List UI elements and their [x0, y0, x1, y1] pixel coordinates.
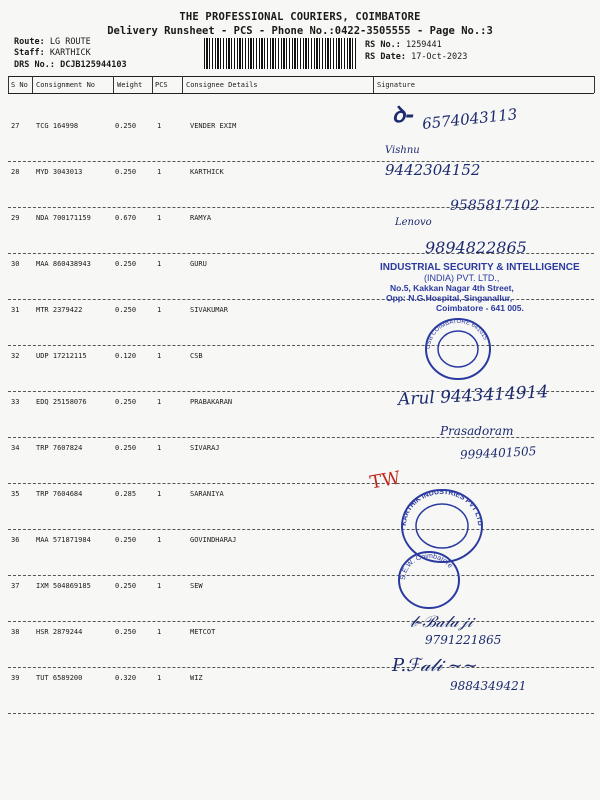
row-pieces: 1 — [157, 490, 162, 498]
red-mark: TW — [368, 467, 403, 494]
row-pieces: 1 — [157, 352, 162, 360]
row-separator — [8, 529, 594, 530]
col-divider — [152, 76, 153, 93]
col-header-consignment: Consignment No — [36, 81, 96, 89]
row-pieces: 1 — [157, 306, 162, 314]
row-consignee: SARANIYA — [190, 490, 224, 498]
svg-text:S.E.W. Coimbatore: S.E.W. Coimbatore — [399, 552, 454, 581]
row-serial-number: 36 — [11, 536, 20, 544]
row-weight: 0.120 — [115, 352, 137, 360]
row-pieces: 1 — [157, 444, 162, 452]
col-divider — [182, 76, 183, 93]
row-consignee: CSB — [190, 352, 203, 360]
row-separator — [8, 161, 594, 162]
row-consignment-number: TUT 6589200 — [36, 674, 83, 682]
row-consignee: PRABAKARAN — [190, 398, 233, 406]
row-pieces: 1 — [157, 398, 162, 406]
row-consignment-number: MAA 860438943 — [36, 260, 91, 268]
phone-handwriting: 9442304152 — [385, 161, 481, 179]
row-weight: 0.250 — [115, 260, 137, 268]
row-separator — [8, 713, 594, 714]
row-serial-number: 32 — [11, 352, 20, 360]
row-consignment-number: TRP 7604684 — [36, 490, 83, 498]
col-divider — [594, 76, 595, 93]
row-serial-number: 39 — [11, 674, 20, 682]
row-weight: 0.250 — [115, 168, 137, 176]
col-divider — [32, 76, 33, 93]
company-title: THE PROFESSIONAL COURIERS, COIMBATORE — [179, 11, 421, 23]
phone-handwriting: 9585817102 — [450, 198, 540, 214]
row-pieces: 1 — [157, 214, 162, 222]
row-consignee: METCOT — [190, 628, 216, 636]
name-handwriting: Lenovo — [395, 217, 432, 228]
row-pieces: 1 — [157, 582, 162, 590]
round-stamp — [420, 315, 500, 385]
row-separator — [8, 621, 594, 622]
table-top-rule — [8, 76, 594, 77]
row-consignment-number: MTR 2379422 — [36, 306, 83, 314]
col-header-sno: S No — [11, 81, 28, 89]
rs-date-line: RS Date: 17-Oct-2023 — [365, 52, 468, 62]
row-weight: 0.250 — [115, 444, 137, 452]
row-weight: 0.250 — [115, 582, 137, 590]
table-header-rule — [8, 93, 594, 94]
signature-scribble: P.ℱ𝒶𝓁𝒾 ~~ — [392, 655, 478, 676]
row-weight: 0.285 — [115, 490, 137, 498]
phone-handwriting: 9994401505 — [459, 444, 537, 462]
staff-line: Staff: KARTHICK — [14, 48, 91, 58]
row-consignment-number: TRP 7607824 — [36, 444, 83, 452]
row-consignment-number: HSR 2879244 — [36, 628, 83, 636]
row-separator — [8, 345, 594, 346]
col-divider — [8, 76, 9, 93]
row-weight: 0.250 — [115, 122, 137, 130]
row-pieces: 1 — [157, 122, 162, 130]
row-weight: 0.670 — [115, 214, 137, 222]
row-serial-number: 29 — [11, 214, 20, 222]
row-serial-number: 28 — [11, 168, 20, 176]
row-consignee: SIVARAJ — [190, 444, 220, 452]
row-weight: 0.250 — [115, 536, 137, 544]
row-consignee: GOVINDHARAJ — [190, 536, 237, 544]
row-consignee: WIZ — [190, 674, 203, 682]
row-consignee: SIVAKUMAR — [190, 306, 228, 314]
row-serial-number: 34 — [11, 444, 20, 452]
signature-handwriting: Prasadoram — [440, 424, 514, 438]
signature-handwriting: Arul 9443414914 — [397, 382, 549, 410]
row-consignment-number: MAA 571871984 — [36, 536, 91, 544]
col-header-signature: Signature — [377, 81, 415, 89]
runsheet-subtitle: Delivery Runsheet - PCS - Phone No.:0422-3505555 - Page No.:3 — [107, 25, 493, 37]
signature-scribble: ꝺ‑ — [392, 102, 415, 128]
row-serial-number: 35 — [11, 490, 20, 498]
rs-number-line: RS No.: 1259441 — [365, 40, 442, 50]
row-consignment-number: UDP 17212115 — [36, 352, 87, 360]
row-pieces: 1 — [157, 628, 162, 636]
company-stamp: INDUSTRIAL SECURITY & INTELLIGENCE (INDIA) PVT. LTD., No.5, Kakkan Nagar 4th Street, Opp: N.G.Hospital, Singanallur, Coimbatore - 641 005. — [380, 262, 580, 313]
drs-line: DRS No.: DCJB125944103 — [14, 60, 127, 70]
row-serial-number: 37 — [11, 582, 20, 590]
row-serial-number: 33 — [11, 398, 20, 406]
row-consignee: VENDER EXIM — [190, 122, 237, 130]
row-weight: 0.320 — [115, 674, 137, 682]
drs-barcode — [204, 38, 356, 69]
row-pieces: 1 — [157, 168, 162, 176]
row-consignment-number: MYD 3043013 — [36, 168, 83, 176]
route-line: Route: LG ROUTE — [14, 37, 91, 47]
col-header-weight: Weight — [117, 81, 143, 89]
row-serial-number: 27 — [11, 122, 20, 130]
svg-text:KARTHIK INDUSTRIES PVT LTD: KARTHIK INDUSTRIES PVT LTD — [400, 488, 484, 527]
row-serial-number: 30 — [11, 260, 20, 268]
row-pieces: 1 — [157, 260, 162, 268]
row-separator — [8, 483, 594, 484]
round-stamp — [395, 548, 465, 613]
row-consignee: KARTHICK — [190, 168, 224, 176]
phone-handwriting: 9791221865 — [425, 633, 502, 647]
signature-scribble: 𝒷‑ℬ𝒶𝓁𝒶𝒿𝒾 — [410, 612, 473, 631]
row-weight: 0.250 — [115, 398, 137, 406]
row-consignee: GURU — [190, 260, 207, 268]
phone-handwriting: 9884349421 — [450, 679, 527, 693]
row-serial-number: 31 — [11, 306, 20, 314]
row-consignee: RAMYA — [190, 214, 212, 222]
row-weight: 0.250 — [115, 628, 137, 636]
row-consignee: SEW — [190, 582, 203, 590]
col-header-pcs: PCS — [155, 81, 168, 89]
col-header-consignee: Consignee Details — [186, 81, 258, 89]
row-consignment-number: EDQ 25158076 — [36, 398, 87, 406]
col-divider — [373, 76, 374, 93]
row-consignment-number: IXM 504869185 — [36, 582, 91, 590]
row-separator — [8, 575, 594, 576]
name-handwriting: Vishnu — [385, 145, 420, 156]
row-consignment-number: NDA 700171159 — [36, 214, 91, 222]
svg-text:CSB COIMBATORE 641015: CSB COIMBATORE 641015 — [425, 318, 489, 350]
phone-handwriting: 6574043113 — [421, 105, 519, 133]
row-pieces: 1 — [157, 536, 162, 544]
phone-handwriting: 9894822865 — [425, 238, 527, 257]
row-weight: 0.250 — [115, 306, 137, 314]
col-divider — [113, 76, 114, 93]
row-consignment-number: TCG 164998 — [36, 122, 79, 130]
row-serial-number: 38 — [11, 628, 20, 636]
row-separator — [8, 667, 594, 668]
row-pieces: 1 — [157, 674, 162, 682]
